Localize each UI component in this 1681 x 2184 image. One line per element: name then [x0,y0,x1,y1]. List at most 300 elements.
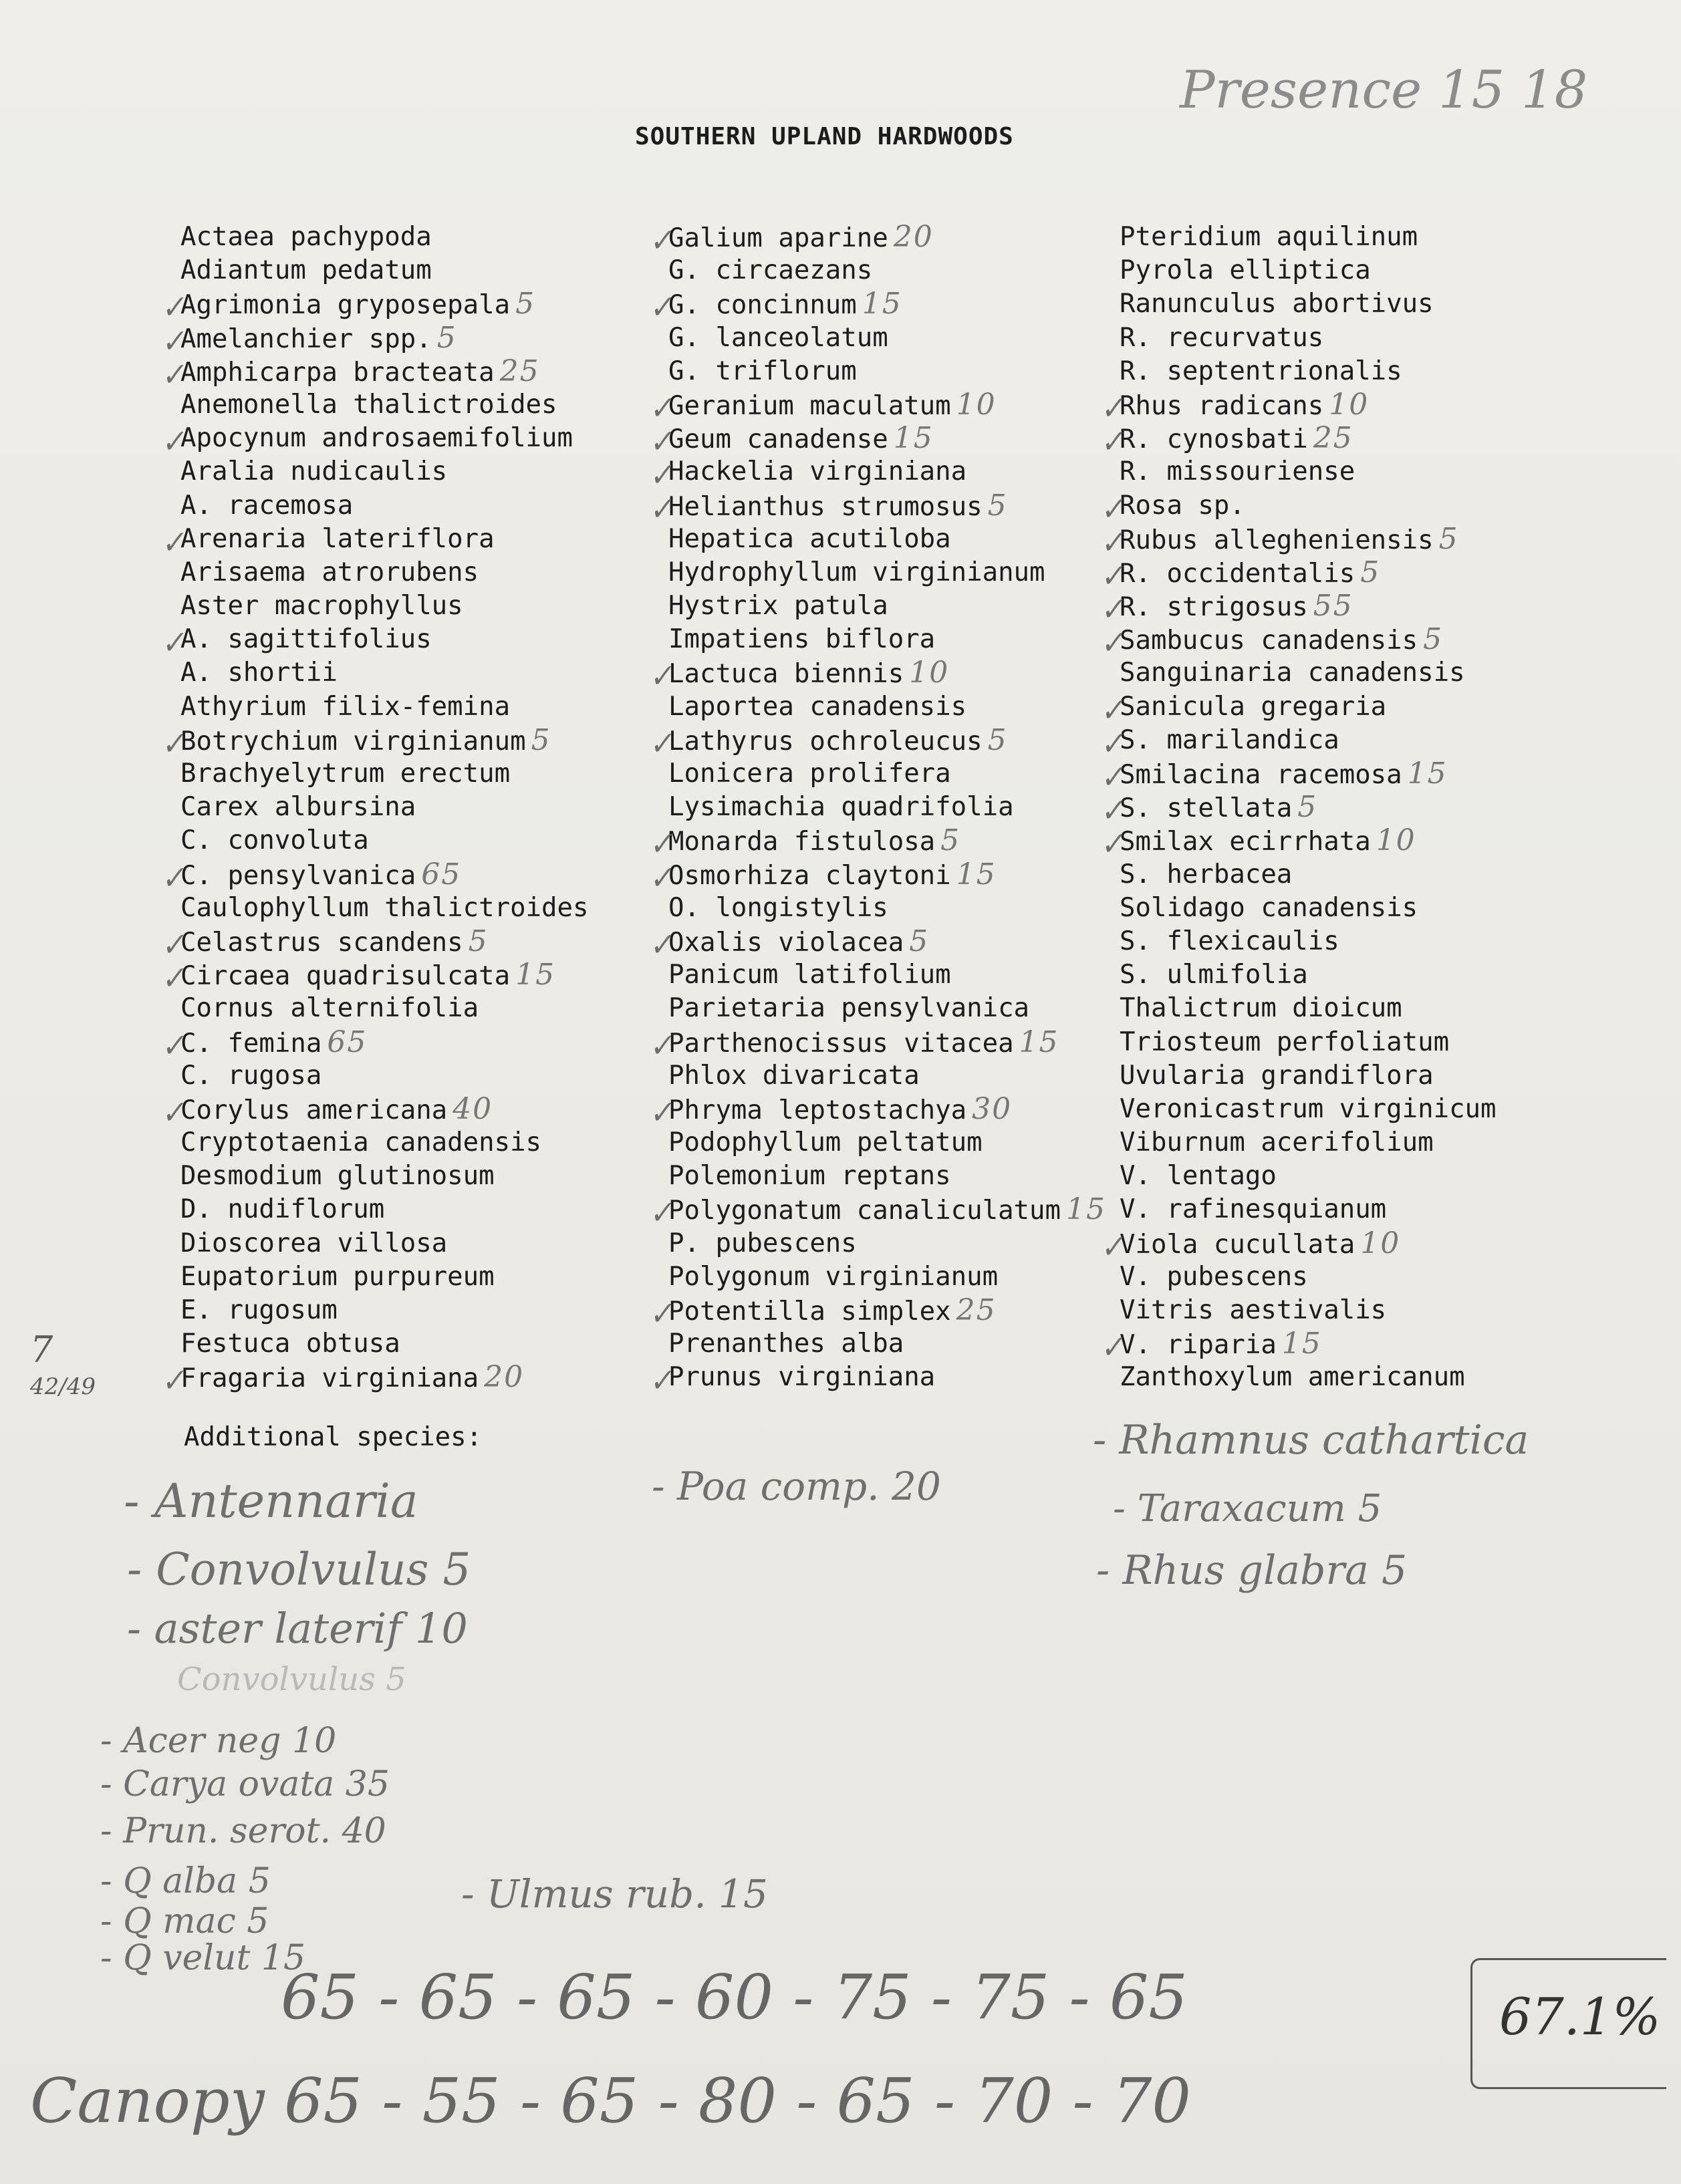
checkmark-icon: ✓ [158,1363,188,1400]
species-name: Actaea pachypoda [180,222,432,252]
species-name: Laportea canadensis [668,691,967,722]
handwritten-aster-laterif: - aster laterif 10 [127,1604,468,1653]
species-row [668,1327,1106,1361]
species-name: Hepatica acutiloba [668,523,951,554]
species-name: S. flexicaulis [1120,926,1339,956]
species-row [1120,1294,1497,1327]
species-name: V. rafinesquianum [1120,1194,1387,1225]
species-column-3 [1097,221,1497,1395]
species-row [668,523,1106,556]
species-name: Arisaema atrorubens [180,557,479,587]
species-row [668,1227,1106,1260]
species-name: Triosteum perfoliatum [1120,1027,1450,1057]
checkmark-icon: ✓ [646,826,676,863]
species-name: Viburnum acerifolium [1120,1127,1434,1158]
species-name: C. rugosa [180,1060,322,1091]
species-name: G. circaezans [668,255,873,286]
species-row [1097,757,1497,797]
species-name: Rhus radicans [1120,390,1324,421]
species-name: Oxalis violacea [668,927,904,958]
handwritten-tree-carya: - Carya ovata 35 [100,1764,390,1804]
species-row [180,824,588,857]
handwritten-antennaria: - Antennaria [124,1474,418,1528]
species-row [668,690,1106,724]
species-row [1120,1361,1497,1394]
cover-score: 15 [893,421,934,456]
species-row [1120,925,1497,958]
species-row [646,488,1106,528]
presence-note: Presence 15 18 [1180,60,1588,120]
species-row [646,1192,1106,1232]
cover-score: 25 [956,1293,997,1327]
species-name: Polygonum virginianum [668,1261,999,1292]
cover-score: 15 [1066,1192,1106,1227]
boxed-total [1470,1958,1666,2089]
species-row [646,220,1106,260]
species-name: A. racemosa [180,490,354,521]
species-name: R. strigosus [1120,592,1308,623]
species-name: Phlox divaricata [668,1060,920,1091]
handwritten-cover-row-1: 65 - 65 - 65 - 60 - 75 - 75 - 65 [281,1961,1188,2033]
checkmark-icon: ✓ [1097,826,1127,863]
species-row [158,623,588,662]
species-row [180,1193,588,1226]
cover-score: 15 [515,958,556,992]
handwritten-tree-q-velut: - Q velut 15 [100,1938,306,1978]
cover-score: 30 [972,1091,1013,1126]
checkmark-icon: ✓ [646,859,676,897]
species-row [180,489,588,523]
cover-score: 5 [1423,622,1444,657]
species-row [646,455,1106,495]
handwritten-tree-q-mac: - Q mac 5 [100,1901,269,1941]
species-row [646,287,1106,327]
species-row [1097,555,1497,595]
checkmark-icon: ✓ [646,457,676,495]
species-name: Potentilla simplex [668,1296,951,1327]
species-row [180,656,588,690]
species-name: Adiantum pedatum [180,255,432,286]
species-name: Amphicarpa bracteata [180,357,495,388]
handwritten-tree-prunus: - Prun. serot. 40 [100,1811,386,1851]
species-row [646,1361,1106,1400]
species-row [668,355,1106,388]
cover-score: 25 [1313,421,1353,456]
page-title: SOUTHERN UPLAND HARDWOODS [635,123,1014,150]
species-name: V. lentago [1120,1161,1277,1192]
cover-score: 40 [452,1091,493,1126]
species-name: R. missouriense [1120,456,1355,487]
species-row [158,320,588,360]
species-row [158,1360,588,1400]
species-name: Polygonatum canaliculatum [668,1196,1061,1226]
species-row [180,589,588,623]
checkmark-icon: ✓ [158,323,188,360]
cover-score: 55 [1313,589,1353,624]
checkmark-icon: ✓ [158,960,188,998]
species-row [180,757,588,791]
species-name: Prenanthes alba [668,1329,904,1359]
species-row [180,388,588,422]
species-name: A. shortii [180,658,338,688]
checkmark-icon: ✓ [646,491,676,528]
species-row [180,1059,588,1093]
species-name: Festuca obtusa [180,1329,400,1359]
species-name: Uvularia grandiflora [1120,1060,1434,1091]
cover-score: 5 [940,823,961,858]
species-row [1120,858,1497,892]
species-row [668,589,1106,623]
species-row [668,757,1106,791]
cover-score: 10 [956,387,997,422]
checkmark-icon: ✓ [1097,557,1127,595]
species-name: Smilax ecirrhata [1120,827,1371,857]
species-name: Lonicera prolifera [668,759,951,789]
cover-score: 10 [1376,823,1416,858]
species-row [180,455,588,489]
tally-note [30,1327,96,1400]
species-row [158,958,588,998]
species-name: S. ulmifolia [1120,960,1308,990]
cover-score: 65 [327,1025,368,1059]
species-name: Veronicastrum virginicum [1120,1093,1497,1124]
species-row [1097,823,1497,863]
species-name: Caulophyllum thalictroides [180,892,589,923]
species-row [1097,1327,1497,1367]
species-row [1120,992,1497,1025]
handwritten-rhamnus: - Rhamnus cathartica [1093,1417,1529,1464]
cover-score: 15 [1019,1025,1059,1059]
species-row [668,1059,1106,1093]
species-row [668,1126,1106,1159]
species-name: Helianthus strumosus [668,491,983,522]
species-row [668,623,1106,656]
species-name: Galium aparine [668,223,888,253]
species-row [646,1293,1106,1333]
checkmark-icon: ✓ [158,725,188,763]
species-row [180,221,588,254]
species-name: Pteridium aquilinum [1120,222,1418,252]
species-name: V. riparia [1120,1330,1277,1361]
checkmark-icon: ✓ [158,1094,188,1132]
checkmark-icon: ✓ [646,725,676,763]
handwritten-convolvulus: - Convolvulus 5 [127,1544,471,1595]
cover-score: 20 [893,220,934,254]
species-row [668,321,1106,355]
checkmark-icon: ✓ [646,222,676,260]
cover-score: 10 [1360,1226,1401,1260]
species-row [180,1327,588,1361]
handwritten-canopy-row: Canopy 65 - 55 - 65 - 80 - 65 - 70 - 70 [30,2065,1191,2137]
species-row [1120,1193,1497,1226]
species-column-2 [646,220,1106,1400]
handwritten-poa: - Poa comp. 20 [652,1464,941,1509]
species-row [158,1025,588,1065]
cover-score: 15 [1281,1327,1322,1361]
handwritten-faint-convolvulus: Convolvulus 5 [177,1661,406,1698]
species-name: E. rugosum [180,1295,338,1325]
species-row [158,924,588,964]
species-name: Parietaria pensylvanica [668,993,1030,1024]
species-name: Rosa sp. [1120,490,1245,521]
checkmark-icon: ✓ [1097,692,1127,729]
species-name: Celastrus scandens [180,927,463,958]
tally-fraction: 42/49 [30,1373,96,1400]
species-name: Ranunculus abortivus [1120,289,1434,319]
species-name: Hackelia virginiana [668,456,967,487]
cover-score: 5 [436,320,457,355]
species-row [646,823,1106,863]
species-row [646,924,1106,964]
species-name: Lysimachia quadrifolia [668,792,1014,823]
species-row [1120,221,1497,254]
species-row [180,1260,588,1294]
species-row [1120,958,1497,992]
species-row [158,422,588,461]
checkmark-icon: ✓ [646,926,676,964]
species-column-1 [158,221,589,1400]
handwritten-ulmus: - Ulmus rub. 15 [461,1871,768,1917]
species-row [668,556,1106,589]
species-name: Corylus americana [180,1095,448,1125]
species-name: Carex albursina [180,792,416,823]
species-row [158,722,588,763]
handwritten-tree-q-alba: - Q alba 5 [100,1861,271,1901]
species-name: Arenaria lateriflora [180,523,495,554]
cover-score: 65 [421,857,462,892]
species-row [1120,656,1497,690]
species-name: R. recurvatus [1120,322,1324,353]
species-row [668,254,1106,287]
species-name: Parthenocissus vitacea [668,1028,1014,1059]
species-row [180,690,588,724]
checkmark-icon: ✓ [158,1027,188,1065]
cover-score: 5 [987,488,1008,523]
species-name: Thalictrum dioicum [1120,993,1402,1024]
species-name: G. triflorum [668,356,857,386]
species-name: Eupatorium purpureum [180,1261,495,1292]
species-name: Phryma leptostachya [668,1095,967,1125]
species-name: Vitris aestivalis [1120,1295,1387,1325]
species-row [646,857,1106,897]
species-row [1097,589,1497,629]
species-name: Lathyrus ochroleucus [668,726,983,757]
species-row [1120,321,1497,355]
species-name: Apocynum androsaemifolium [180,423,573,454]
species-name: R. septentrionalis [1120,356,1402,386]
species-row [646,656,1106,696]
species-name: Athyrium filix-femina [180,691,511,722]
species-name: R. occidentalis [1120,558,1355,589]
species-row [1120,1126,1497,1159]
checkmark-icon: ✓ [1097,624,1127,662]
species-row [180,556,588,589]
species-name: Osmorhiza claytoni [668,860,951,891]
cover-score: 5 [987,722,1008,757]
checkmark-icon: ✓ [1097,524,1127,562]
cover-score: 5 [468,924,489,958]
species-name: Zanthoxylum americanum [1120,1362,1465,1393]
cover-score: 5 [1438,521,1459,556]
species-row [1097,387,1497,428]
species-row [1120,1093,1497,1126]
species-name: Sambucus canadensis [1120,626,1418,656]
species-name: S. marilandica [1120,724,1339,755]
species-row [1120,1026,1497,1059]
species-name: Aster macrophyllus [180,591,463,622]
species-name: Desmodium glutinosum [180,1161,495,1192]
species-name: R. cynosbati [1120,424,1308,455]
checkmark-icon: ✓ [1097,759,1127,797]
cover-score: 5 [1360,555,1381,589]
species-row [668,1260,1106,1294]
species-row [180,254,588,287]
species-name: Brachyelytrum erectum [180,759,511,789]
checkmark-icon: ✓ [646,390,676,428]
checkmark-icon: ✓ [1097,792,1127,830]
checkmark-icon: ✓ [646,1363,676,1400]
checkmark-icon: ✓ [1097,423,1127,461]
cover-score: 20 [484,1360,525,1395]
species-name: Botrychium virginianum [180,726,526,757]
species-row [1120,254,1497,287]
species-name: Dioscorea villosa [180,1228,448,1258]
species-row [180,1126,588,1159]
species-name: Amelanchier spp. [180,323,432,354]
species-row [1120,287,1497,321]
species-name: G. lanceolatum [668,322,888,353]
species-name: Anemonella thalictroides [180,389,557,420]
checkmark-icon: ✓ [1097,591,1127,629]
checkmark-icon: ✓ [646,1295,676,1333]
species-name: Solidago canadensis [1120,892,1418,923]
species-row [158,857,588,897]
tally-main: 7 [30,1329,53,1371]
checkmark-icon: ✓ [158,524,188,562]
species-row [158,523,588,562]
checkmark-icon: ✓ [158,356,188,394]
species-name: Aralia nudicaulis [180,456,448,487]
species-row [180,892,588,925]
species-row [668,791,1106,824]
species-name: Prunus virginiana [668,1362,936,1393]
species-name: S. stellata [1120,793,1293,824]
species-name: C. femina [180,1028,322,1059]
species-name: Geum canadense [668,424,888,455]
species-name: Viola cucullata [1120,1229,1355,1260]
species-row [646,722,1106,763]
cover-score: 15 [862,287,902,321]
handwritten-taraxacum: - Taraxacum 5 [1113,1487,1382,1530]
species-name: Fragaria virginiana [180,1363,479,1394]
species-row [1097,489,1497,528]
species-name: Hydrophyllum virginianum [668,557,1045,587]
species-name: Impatiens biflora [668,624,936,655]
checkmark-icon: ✓ [646,423,676,461]
species-name: Monarda fistulosa [668,827,936,857]
species-name: Pyrola elliptica [1120,255,1371,286]
species-row [1120,1059,1497,1093]
species-name: Circaea quadrisulcata [180,961,511,992]
species-row [668,1159,1106,1193]
species-name: Agrimonia gryposepala [180,290,511,321]
species-row [1120,455,1497,489]
species-row [668,958,1106,992]
species-row [158,287,588,327]
checkmark-icon: ✓ [646,1195,676,1232]
species-name: Hystrix patula [668,591,888,622]
checkmark-icon: ✓ [158,926,188,964]
checkmark-icon: ✓ [646,1094,676,1132]
species-name: D. nudiflorum [180,1194,385,1225]
species-row [646,387,1106,428]
species-name: Panicum latifolium [668,960,951,990]
checkmark-icon: ✓ [1097,1228,1127,1266]
species-row [180,1159,588,1193]
species-row [1120,1159,1497,1193]
species-row [1097,622,1497,662]
species-name: Sanicula gregaria [1120,691,1387,722]
species-row [1097,724,1497,763]
species-name: Podophyllum peltatum [668,1127,983,1158]
species-row [1097,1226,1497,1266]
additional-species-label: Additional species: [184,1422,483,1452]
handwritten-tree-acer: - Acer neg 10 [100,1721,337,1761]
cover-score: 5 [531,722,551,757]
cover-score: 15 [956,857,997,892]
species-name: Cryptotaenia canadensis [180,1127,542,1158]
species-row [180,1294,588,1327]
species-row [668,992,1106,1025]
cover-score: 10 [909,656,950,690]
species-name: Geranium maculatum [668,390,951,421]
checkmark-icon: ✓ [158,859,188,897]
species-row [1120,1260,1497,1294]
species-name: Lactuca biennis [668,659,904,690]
species-row [1097,421,1497,461]
checkmark-icon: ✓ [158,423,188,461]
checkmark-icon: ✓ [1097,725,1127,763]
species-name: Rubus allegheniensis [1120,525,1434,555]
checkmark-icon: ✓ [1097,491,1127,528]
species-row [646,421,1106,461]
checkmark-icon: ✓ [646,289,676,327]
cover-score: 5 [1297,790,1318,825]
species-row [646,1091,1106,1132]
species-row [180,992,588,1025]
species-name: C. pensylvanica [180,860,416,891]
species-name: V. pubescens [1120,1261,1308,1292]
handwritten-rhus-glabra: - Rhus glabra 5 [1096,1547,1408,1594]
checkmark-icon: ✓ [158,289,188,327]
species-name: Sanguinaria canadensis [1120,658,1465,688]
cover-score: 10 [1329,387,1370,422]
species-name: S. herbacea [1120,859,1293,890]
species-row [180,791,588,824]
species-row [180,1227,588,1260]
species-row [1097,690,1497,729]
cover-score: 5 [515,287,536,321]
species-row [1120,355,1497,388]
species-row [1097,790,1497,830]
cover-score: 5 [909,924,930,958]
boxed-total-value: 67.1% [1499,1987,1661,2046]
species-name: O. longistylis [668,892,888,923]
species-row [158,1091,588,1132]
species-name: C. convoluta [180,825,369,856]
checkmark-icon: ✓ [1097,390,1127,428]
cover-score: 15 [1407,757,1448,791]
